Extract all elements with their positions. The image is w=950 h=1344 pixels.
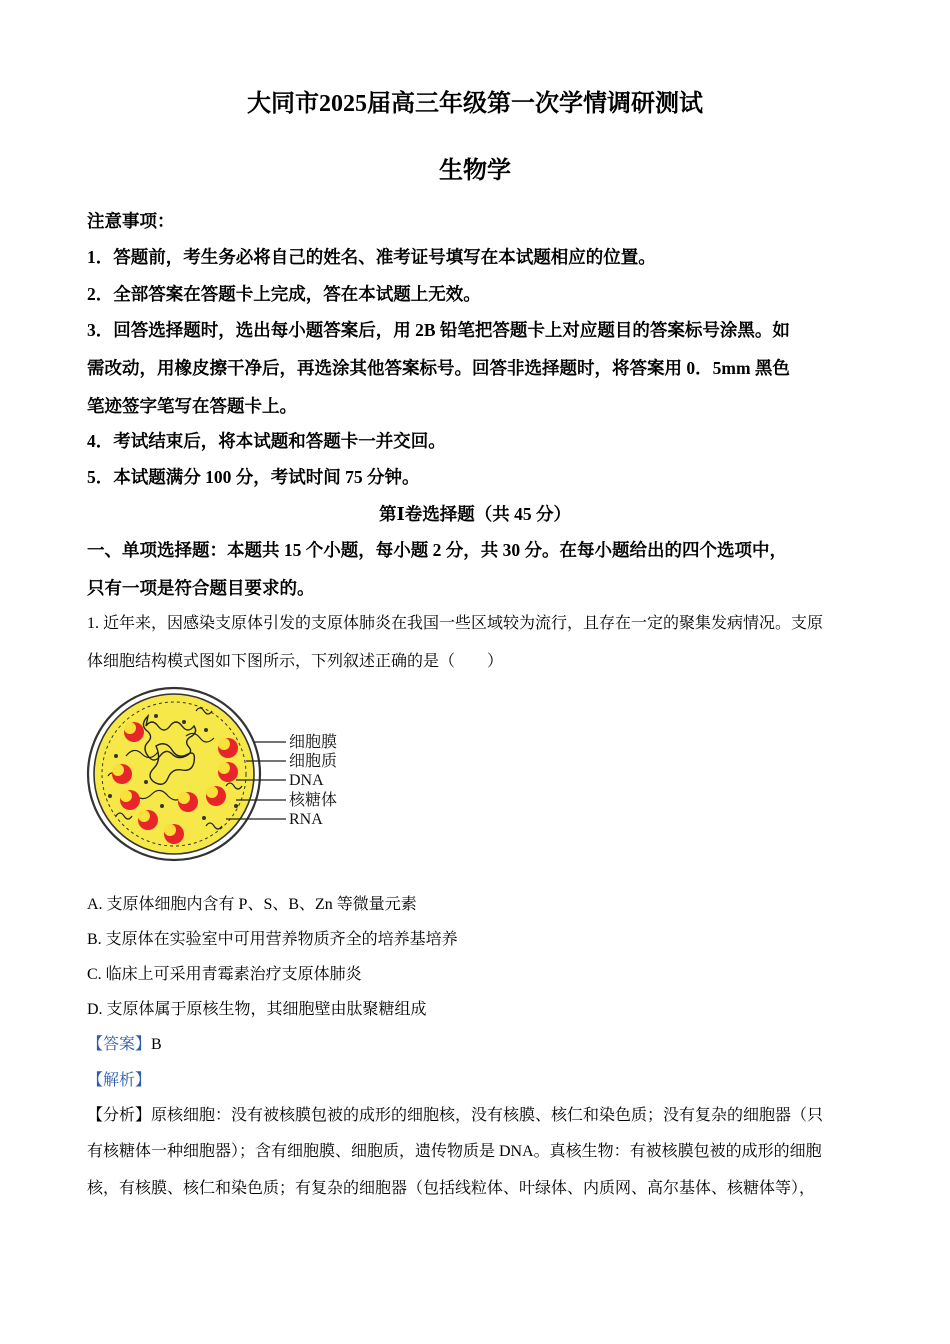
- notice-item-5: 5．本试题满分 100 分，考试时间 75 分钟。: [87, 467, 420, 487]
- section-title: 第Ⅰ卷选择题（共 45 分）: [379, 504, 571, 524]
- analysis-tag: 【解析】: [87, 1072, 152, 1089]
- notice-item-4: 4．考试结束后，将本试题和答题卡一并交回。: [87, 431, 446, 451]
- question-stem-cont: 体细胞结构模式图如下图所示，下列叙述正确的是（ ）: [87, 653, 504, 670]
- label-dna: DNA: [289, 772, 324, 789]
- notice-item-3-end: 笔迹签字笔写在答题卡上。: [87, 396, 297, 416]
- analysis-text: [87, 1104, 867, 1128]
- label-rna: RNA: [289, 811, 323, 828]
- option-a: A. 支原体细胞内含有 P、S、B、Zn 等微量元素: [87, 896, 417, 913]
- analysis-prefix: 【分析】: [87, 1107, 152, 1124]
- analysis-text-2: 有核糖体一种细胞器）；含有细胞膜、细胞质，遗传物质是 DNA。真核生物：有被核膜包被的成形的细胞: [87, 1143, 822, 1160]
- label-ribosome: 核糖体: [289, 792, 338, 809]
- label-cytoplasm: 细胞质: [289, 753, 338, 770]
- notice-item-2: 2．全部答案在答题卡上完成，答在本试题上无效。: [87, 284, 481, 304]
- notice-item-3-cont: 需改动，用橡皮擦干净后，再选涂其他答案标号。回答非选择题时，将答案用 0．5mm 黑色: [87, 358, 790, 378]
- mycoplasma-cell-diagram: [86, 686, 356, 866]
- notice-item-3: 3．回答选择题时，选出每小题答案后，用 2B 铅笔把答题卡上对应题目的答案标号涂黑。如: [87, 320, 790, 340]
- option-d: D. 支原体属于原核生物，其细胞壁由肽聚糖组成: [87, 1001, 427, 1018]
- option-b: B. 支原体在实验室中可用营养物质齐全的培养基培养: [87, 931, 458, 948]
- exam-title: 大同市2025届高三年级第一次学情调研测试: [247, 91, 703, 117]
- label-cell-membrane: 细胞膜: [289, 734, 338, 751]
- question-stem: 1. 近年来，因感染支原体引发的支原体肺炎在我国一些区域较为流行，且存在一定的聚集发病情况。支原: [87, 615, 824, 632]
- analysis-text-1: 原核细胞：没有被核膜包被的成形的细胞核，没有核膜、核仁和染色质；没有复杂的细胞器（只: [151, 1107, 824, 1124]
- answer-tag: 【答案】: [87, 1036, 152, 1053]
- answer-line: [87, 1033, 867, 1057]
- answer-value: B: [151, 1036, 162, 1053]
- notice-heading: 注意事项：: [87, 211, 175, 231]
- section-instruction-cont: 只有一项是符合题目要求的。: [87, 578, 315, 598]
- section-instruction: 一、单项选择题：本题共 15 个小题，每小题 2 分，共 30 分。在每小题给出的四个选项中，: [87, 540, 787, 560]
- subject-title: 生物学: [439, 158, 511, 184]
- notice-item-1: 1．答题前，考生务必将自己的姓名、准考证号填写在本试题相应的位置。: [87, 247, 656, 267]
- option-c: C. 临床上可采用青霉素治疗支原体肺炎: [87, 966, 362, 983]
- analysis-text-3: 核，有核膜、核仁和染色质；有复杂的细胞器（包括线粒体、叶绿体、内质网、高尔基体、核糖体等），: [87, 1180, 816, 1197]
